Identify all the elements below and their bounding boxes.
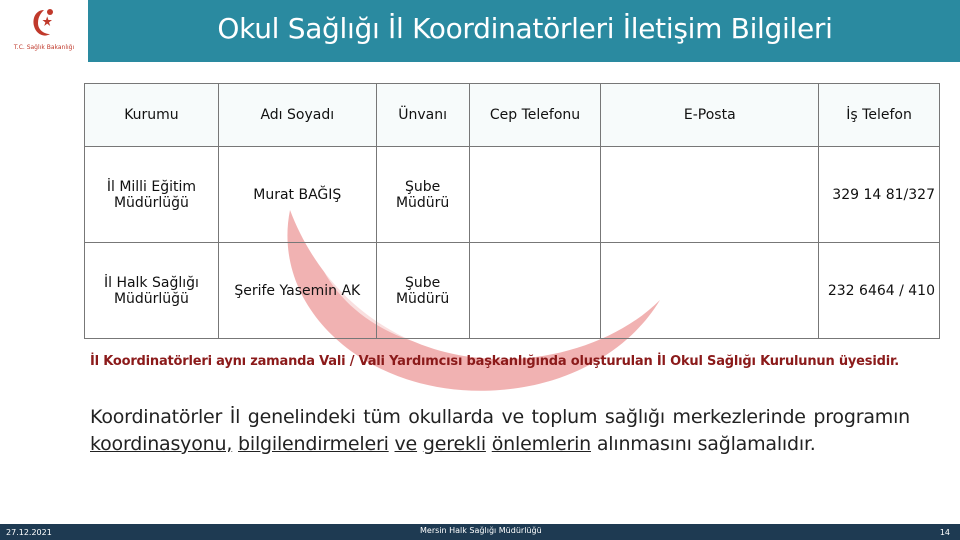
logo [0, 0, 88, 62]
table-cell: İl Halk Sağlığı Müdürlüğü [85, 243, 219, 339]
underlined-term: bilgilendirmeleri [238, 433, 389, 455]
table-cell: Murat BAĞIŞ [218, 147, 376, 243]
table-cell [469, 147, 601, 243]
column-header: Adı Soyadı [218, 84, 376, 147]
table-cell: İl Milli Eğitim Müdürlüğü [85, 147, 219, 243]
description-paragraph [90, 404, 910, 458]
paragraph-text: Koordinatörler İl genelindeki tüm okullarda ve toplum sağlığı merkezlerinde programın [90, 406, 910, 428]
underlined-term: koordinasyonu, [90, 433, 233, 455]
footer-bar [0, 524, 960, 540]
ministry-logo-icon [8, 4, 80, 44]
logo-text: T.C. Sağlık Bakanlığı [13, 44, 75, 51]
table-cell: Şube Müdürü [376, 147, 469, 243]
contact-table [84, 83, 940, 339]
table-cell: Şerife Yasemin AK [218, 243, 376, 339]
table-cell [601, 243, 819, 339]
column-header: E-Posta [601, 84, 819, 147]
column-header: Cep Telefonu [469, 84, 601, 147]
table-cell: 329 14 81/327 [819, 147, 940, 243]
column-header: Kurumu [85, 84, 219, 147]
paragraph-text: alınmasını sağlamalıdır. [591, 433, 816, 455]
footer-organization: Mersin Halk Sağlığı Müdürlüğü [420, 526, 542, 535]
column-header: İş Telefon [819, 84, 940, 147]
table-header-row [85, 84, 940, 147]
table-cell: 232 6464 / 410 [819, 243, 940, 339]
coordinator-note: İl Koordinatörleri aynı zamanda Vali / Vali Yardımcısı başkanlığında oluşturulan İl Okul Sağlığı Kurulunun üyesidir. [90, 354, 900, 369]
table-cell [469, 243, 601, 339]
underlined-term: önlemlerin [491, 433, 591, 455]
page-title: Okul Sağlığı İl Koordinatörleri İletişim Bilgileri [217, 12, 833, 45]
footer-date: 27.12.2021 [6, 528, 52, 537]
underlined-term: gerekli [422, 433, 486, 455]
underlined-term: ve [394, 433, 418, 455]
table-row [85, 147, 940, 243]
table-cell [601, 147, 819, 243]
page-number: 14 [939, 528, 950, 537]
table-cell: Şube Müdürü [376, 243, 469, 339]
column-header: Ünvanı [376, 84, 469, 147]
table-row [85, 243, 940, 339]
